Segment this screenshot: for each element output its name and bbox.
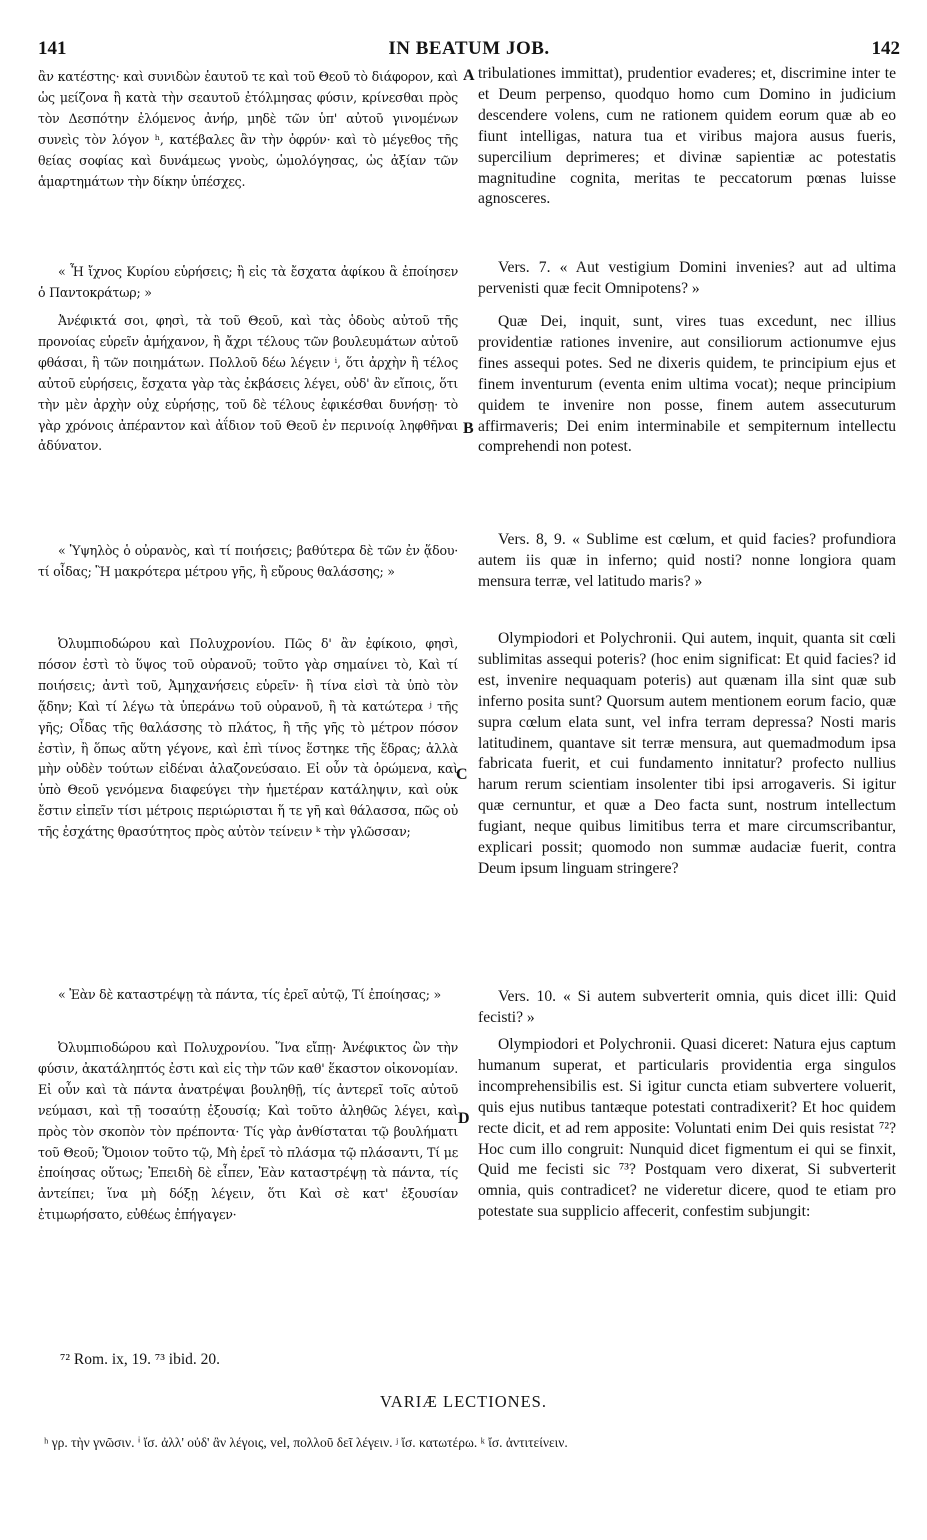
variae-lectiones-title: VARIÆ LECTIONES. xyxy=(380,1392,547,1411)
variae-lectiones-text: ʰ γρ. τὴν γνῶσιν. ⁱ ἴσ. ἀλλ' οὐδ' ἂν λέγοις, vel, πολλοῦ δεῖ λέγειν. ʲ ἴσ. κατωτέρω. ᵏ ἴσ. ἀντιτείνειν. xyxy=(44,1435,568,1450)
column-marker-a: A xyxy=(463,67,475,84)
column-marker-d: D xyxy=(458,1110,470,1127)
greek-commentary: Ὀλυμπιοδώρου καὶ Πολυχρονίου. Πῶς δ' ἂν ἐφίκοιο, φησὶ, πόσον ἐστὶ τὸ ὕψος τοῦ οὐρανοῦ; τοῦτο γὰρ σημαίνει τὸ, Καὶ τί ποιήσεις; ἀντὶ τοῦ, Ἀμηχανήσεις εὑρεῖν· ἢ τίνα εἰσὶ τὰ ὑπὸ τὸν ᾅδην; Καὶ τί λέγω τὰ ὑπεράνω τοῦ οὐρανοῦ, ἢ τὰ κατώτερα ʲ τῆς γῆς; Οἶδας τῆς θαλάσσης τὸ πλάτος, ἢ τῆς γῆς τὸ μέτρον πόσον ἐστὶν, ἢ ὅπως αὕτη γέγονε, καὶ ἐπὶ τίνος ἕστηκε τῆς ἕδρας; ἀλλὰ μὴν οὐδὲν τούτων εἰδέναι ἀλαζονεύσαιο. Εἰ οὖν τὰ ὁρώμενα, καὶ ὑπὸ Θεοῦ γενόμενα διαφεύγει τὴν ἡμετέραν κατάληψιν, καὶ οὐκ ἔστιν εἰπεῖν τίσι μέτροις περιώρισται ἥ τε γῆ καὶ θάλασσα, πῶς οὐ τῆς ἐσχάτης θρασύτητος πρὸς αὐτὸν τείνειν ᵏ τὴν γλῶσσαν; xyxy=(38,636,458,840)
column-marker-b: B xyxy=(463,420,474,437)
latin-verse-7: Vers. 7. « Aut vestigium Domini invenies? aut ad ultima pervenisti quæ fecit Omnipotens? » xyxy=(478,259,896,297)
latin-paragraph: tribulationes immittat), prudentior evaderes; et, discrimine inter te et Deum perpenso, quodquo homo cum Domino in judicium descendere volens, cum ne rationem quidem eorum quæ ab eo fiunt intelligas, natura tua et viribus majora ausus fueris, supercilium deprimeres; et divinæ sapientiæ ac potestatis magnitudine cognita, meritas te peccatorum pœnas luisse agnosceres. xyxy=(478,65,896,208)
page-number-right: 142 xyxy=(871,38,900,59)
running-title: IN BEATUM JOB. xyxy=(388,38,550,59)
latin-verse-8-9: Vers. 8, 9. « Sublime est cœlum, et quid facies? profundiora autem iis quæ in inferno; quid nosti? nonne longiora quam mensura terræ, vel latitudo maris? » xyxy=(478,531,896,590)
latin-paragraph: Quæ Dei, inquit, sunt, vires tuas excedunt, nec illius providentiæ rationes invenire, aut consiliorum actionumve ejus fines assequi potes. Sed ne dixeris quidem, te principium ejus et finem inventurum (eventa enim ultima vocat); neque principium quidem te invenire non posse, finem autem assecuturum affirmaveris; Dei enim interminabile et sempiternum intellectu comprehendi non potest. xyxy=(478,313,896,456)
greek-verse-7: « Ἦ ἴχνος Κυρίου εὑρήσεις; ἢ εἰς τὰ ἔσχατα ἀφίκου ἃ ἐποίησεν ὁ Παντοκράτωρ; » xyxy=(38,264,458,300)
latin-verse-10: Vers. 10. « Si autem subverterit omnia, quis dicet illi: Quid fecisti? » xyxy=(478,988,896,1026)
running-header xyxy=(38,38,900,62)
greek-verse-10: « Ἐὰν δὲ καταστρέψῃ τὰ πάντα, τίς ἐρεῖ αὐτῷ, Τί ἐποίησας; » xyxy=(58,987,441,1002)
latin-commentary: Olympiodori et Polychronii. Qui autem, inquit, quanta sit cœli sublimitas assequi poteris? (hoc enim significat: Et quid facies? id est, invenire nequaquam poteris) aut quænam illa sint quæ sub inferno posita sunt? Quorsum autem mentionem eorum facio, quæ supra cœlum elata sunt, vel infra terram depressa? Nosti maris latitudinem, quantave sit terræ mensura, aut quemadmodum ipsa fabricata fuerit, et cui fundamento innitatur? profecto nullius harum rerum scientiam insolenter tibi ipsi arrogaveris. Si igitur quæ cernuntur, et quæ a Deo facta sunt, nostrum intellectum fugiant, neque quibus limitibus terra et mare circumscribantur, explicari possit; quomodo non summæ audaciæ fuerit, contra Deum ipsum linguam stringere? xyxy=(478,630,896,877)
page-number-left: 141 xyxy=(38,38,67,59)
greek-paragraph: Ἀνέφικτά σοι, φησὶ, τὰ τοῦ Θεοῦ, καὶ τὰς ὁδοὺς αὐτοῦ τῆς προνοίας εὑρεῖν ἀμήχανον, ἢ ἄχρι τέλους τῶν βουλευμάτων αὐτοῦ φθάσαι, ἢ τῶν ποιημάτων. Πολλοῦ δέω λέγειν ⁱ, ὅτι ἀρχὴν ἢ τέλος αὐτοῦ εὑρήσεις, ἔσχατα γὰρ τὰς ἐκβάσεις λέγει, οὐδ' ἂν εἴποις, ὅτι τὴν μὲν ἀρχὴν οὐχ εὑρήσῃς, τοῦ δὲ τέλους ἐφικέσθαι δυνήσῃ· τὸ γὰρ χρόνοις ἀπέραντον καὶ ἀΐδιον τοῦ Θεοῦ ἐν περινοίᾳ ληφθῆναι ἀδύνατον. xyxy=(38,313,458,454)
footnotes: ⁷² Rom. ix, 19. ⁷³ ibid. 20. xyxy=(60,1351,221,1368)
greek-commentary: Ὀλυμπιοδώρου καὶ Πολυχρονίου. Ἵνα εἴπῃ· Ἀνέφικτος ὢν τὴν φύσιν, ἀκατάληπτός ἐστι καὶ εἰς τὴν τῶν καθ' ἕκαστον οἰκονομίαν. Εἰ οὖν καὶ τὰ πάντα ἀνατρέψαι βουληθῇ, τίς ἀντερεῖ τοῖς αὐτοῦ νεύμασι, καὶ τῇ τοσαύτῃ ἐξουσίᾳ; Καὶ τοῦτο ἀληθῶς λέγει, καὶ πρὸς τὸν σκοπὸν τὸν πρέποντα· Τίς γὰρ ἀνθίσταται τῷ βουλήματι τοῦ Θεοῦ; Ὅμοιον τοῦτο τῷ, Μὴ ἐρεῖ τὸ πλάσμα τῷ πλάσαντι, Τί με ἐποίησας οὕτως; Ἐπειδὴ δὲ εἶπεν, Ἐὰν καταστρέψῃ τὰ πάντα, τίς ἀντείπει; ἵνα μὴ δόξῃ λέγειν, ὅτι Καὶ σὲ κατ' ἐξουσίαν ἐτιμωρήσατο, εὐθέως ἐπήγαγεν· xyxy=(38,1040,458,1223)
greek-paragraph: ἂν κατέστης· καὶ συνιδὼν ἑαυτοῦ τε καὶ τοῦ Θεοῦ τὸ διάφορον, καὶ ὡς μείζονα ἢ κατὰ τὴν σεαυτοῦ ἐτόλμησας φύσιν, κρίνεσθαι πρὸς τὸν Δεσπότην ἐλόμενος ἀνήρ, μηδὲ τῶν ὑπ' αὐτοῦ γινομένων συνεὶς τὸν λόγον ʰ, κατέβαλες ἂν τὴν ὀφρύν· καὶ τὸ μέγεθος τῆς θείας σοφίας καὶ δυνάμεως γνοὺς, ὡμολόγησας, ὡς ἀξίαν τῶν ἁμαρτημάτων τὴν δίκην ὑπέσχες. xyxy=(38,69,458,189)
latin-commentary: Olympiodori et Polychronii. Quasi diceret: Natura ejus captum humanum superat, et particularis providentia erga singulos incomprehensibilis est. Si igitur cuncta etiam subvertere voluerit, quis ejus nutibus tantæque potestati contradixerit? Et hoc quidem recte dicit, et ad rem apposite: Voluntati enim Dei quis resistat ⁷²? Hoc cum illo congruit: Nunquid dicet figmentum ei qui se finxit, Quid me fecisti sic ⁷³? Postquam vero dixerat, Si subverterit omnia, quis contradicet? ne videretur dicere, quod te etiam pro potestate sua supplicio affecerit, confestim subjungit: xyxy=(478,1036,896,1221)
greek-verse-8-9: « Ὑψηλὸς ὁ οὐρανὸς, καὶ τί ποιήσεις; βαθύτερα δὲ τῶν ἐν ᾅδου· τί οἶδας; Ἢ μακρότερα μέτρου γῆς, ἢ εὔρους θαλάσσης; » xyxy=(38,543,458,579)
column-marker-c: C xyxy=(456,766,468,783)
